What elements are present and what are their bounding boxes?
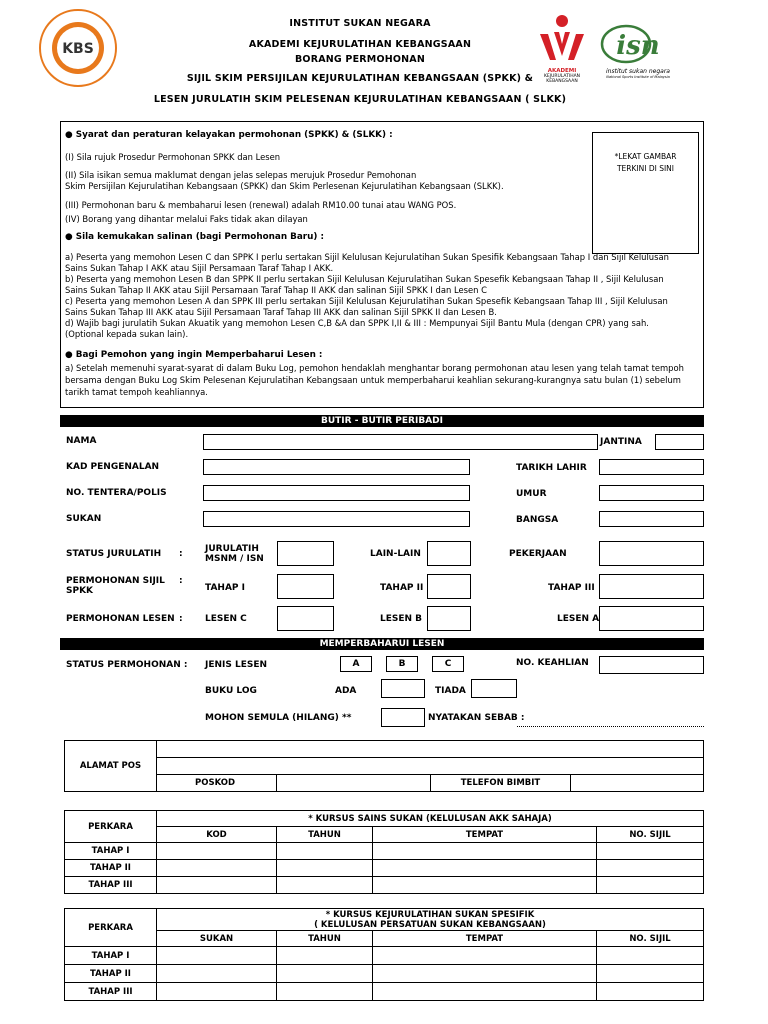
sijil-label: PERMOHONAN SIJIL SPKK bbox=[66, 576, 165, 596]
tarikh-label: TARIKH LAHIR bbox=[516, 463, 587, 473]
buku-label: BUKU LOG bbox=[205, 686, 257, 696]
mohon-checkbox[interactable] bbox=[381, 708, 425, 727]
status-label: STATUS JURULATIH bbox=[66, 549, 162, 559]
sains-row-label: TAHAP III bbox=[65, 877, 157, 894]
bangsa-input[interactable] bbox=[599, 511, 704, 527]
tarikh-input[interactable] bbox=[599, 459, 704, 475]
sains-perkara: PERKARA bbox=[65, 811, 157, 843]
renew-title: ● Bagi Pemohon yang ingin Memperbaharui Lesen : bbox=[65, 350, 323, 360]
address-table bbox=[64, 740, 704, 792]
sains-title: * KURSUS SAINS SUKAN (KELULUSAN AKK SAHAJA) bbox=[157, 811, 704, 827]
req-r1: a) Setelah memenuhi syarat-syarat di dalam Buku Log, pemohon hendaklah menghantar borang permohonan atau lesen yang telah tamat tempoh bbox=[65, 363, 684, 373]
req-d1: d) Wajib bagi jurulatih Sukan Akuatik yang memohon Lesen C,B &A dan SPPK I,II & III : Mempunyai Sijil Bantu Mula (dengan CPR) yang sah. bbox=[65, 318, 649, 328]
isn-logo-sub: institut sukan negara bbox=[606, 68, 670, 75]
lesen-colon: : bbox=[179, 614, 183, 624]
lesenb-checkbox[interactable] bbox=[427, 606, 471, 631]
table-cell[interactable] bbox=[157, 947, 277, 965]
table-cell[interactable] bbox=[157, 860, 277, 877]
spesifik-col-nosijil: NO. SIJIL bbox=[597, 931, 704, 947]
lesena-label: LESEN A bbox=[557, 614, 600, 624]
table-row bbox=[65, 860, 704, 877]
table-cell[interactable] bbox=[373, 983, 597, 1001]
renew-status-label: STATUS PERMOHONAN : bbox=[66, 660, 188, 670]
sukan-input[interactable] bbox=[203, 511, 470, 527]
table-cell[interactable] bbox=[277, 947, 373, 965]
table-cell[interactable] bbox=[373, 860, 597, 877]
tahap3-checkbox[interactable] bbox=[599, 574, 704, 599]
req-r2: bersama dengan Buku Log Skim Pelesenan Kejurulatihan Kebangsaan untuk memperbaharui keahlian sekurang-kurangnya satu bulan (1) sebelum bbox=[65, 375, 681, 385]
telefon-input[interactable] bbox=[571, 775, 704, 792]
req-r3: tarikh tamat tempoh keahliannya. bbox=[65, 387, 208, 397]
lesen-label: PERMOHONAN LESEN bbox=[66, 614, 175, 624]
table-cell[interactable] bbox=[373, 877, 597, 894]
ada-checkbox[interactable] bbox=[381, 679, 425, 698]
tentera-input[interactable] bbox=[203, 485, 470, 501]
table-cell[interactable] bbox=[373, 965, 597, 983]
jenis-label: JENIS LESEN bbox=[205, 660, 268, 670]
personal-section-bar: BUTIR - BUTIR PERIBADI bbox=[60, 415, 704, 427]
table-cell[interactable] bbox=[597, 860, 704, 877]
photo-placeholder[interactable] bbox=[592, 132, 699, 254]
kad-input[interactable] bbox=[203, 459, 470, 475]
poskod-input[interactable] bbox=[277, 775, 431, 792]
req-i: (I) Sila rujuk Prosedur Permohonan SPKK dan Lesen bbox=[65, 152, 281, 162]
requirements-title: ● Syarat dan peraturan kelayakan permohonan (SPKK) & (SLKK) : bbox=[65, 130, 393, 140]
header-borang: BORANG PERMOHONAN bbox=[294, 54, 426, 65]
status-colon: : bbox=[179, 549, 183, 559]
header-akademi: AKADEMI KEJURULATIHAN KEBANGSAAN bbox=[248, 39, 472, 50]
lainlain-label: LAIN-LAIN bbox=[370, 549, 421, 559]
lesen-c-option[interactable]: C bbox=[432, 656, 464, 672]
spesifik-table bbox=[64, 908, 704, 1001]
table-row bbox=[65, 983, 704, 1001]
tahap3-label: TAHAP III bbox=[548, 583, 595, 593]
table-cell[interactable] bbox=[277, 843, 373, 860]
req-ii-a: (II) Sila isikan semua maklumat dengan jelas selepas merujuk Prosedur Pemohonan bbox=[65, 170, 417, 180]
table-cell[interactable] bbox=[597, 947, 704, 965]
table-cell[interactable] bbox=[597, 983, 704, 1001]
req-a1: a) Peserta yang memohon Lesen C dan SPPK I perlu sertakan Sijil Kelulusan Kejurulatihan Sukan Spesifik Kebangsaan Tahap I dan Sijil Kelulusan bbox=[65, 252, 669, 262]
spesifik-col-tempat: TEMPAT bbox=[373, 931, 597, 947]
renew-section-bar: MEMPERBAHARUI LESEN bbox=[60, 638, 704, 650]
msnm-checkbox[interactable] bbox=[277, 541, 334, 566]
nama-input[interactable] bbox=[203, 434, 598, 450]
spesifik-row-label: TAHAP III bbox=[65, 983, 157, 1001]
tahap2-label: TAHAP II bbox=[380, 583, 424, 593]
telefon-label: TELEFON BIMBIT bbox=[431, 775, 571, 792]
keahlian-label: NO. KEAHLIAN bbox=[516, 658, 589, 668]
req-a2: Sains Sukan Tahap I AKK atau Sijil Persamaan Taraf Tahap I AKK. bbox=[65, 263, 334, 273]
req-ii-b: Skim Persijilan Kejurulatihan Kebangsaan (SPKK) dan Skim Perlesenan Kejurulatihan Kebangsaan (SLKK). bbox=[65, 181, 504, 191]
table-cell[interactable] bbox=[597, 965, 704, 983]
req-b2: Sains Sukan Tahap II AKK atau Sijil Persamaan Taraf Tahap II AKK dan salinan Sijil SPKK I dan Lesen C bbox=[65, 285, 487, 295]
lesen-b-option[interactable]: B bbox=[386, 656, 418, 672]
copies-title: ● Sila kemukakan salinan (bagi Permohonan Baru) : bbox=[65, 232, 325, 242]
spesifik-row-label: TAHAP II bbox=[65, 965, 157, 983]
alamat-label: ALAMAT POS bbox=[65, 741, 157, 792]
req-c1: c) Peserta yang memohon Lesen A dan SPPK III perlu sertakan Sijil Kelulusan Kejurulatihan Sukan Spesefik Kebangsaan Tahap III , Sijil Kelulusan bbox=[65, 296, 668, 306]
table-cell[interactable] bbox=[157, 965, 277, 983]
nyatakan-line[interactable] bbox=[517, 726, 704, 727]
akademi-logo-text-2: KEJURULATIHAN bbox=[543, 74, 581, 79]
alamat-line1[interactable] bbox=[157, 741, 704, 758]
tahap1-checkbox[interactable] bbox=[277, 574, 334, 599]
req-iii: (III) Permohonan baru & membaharui lesen (renewal) adalah RM10.00 tunai atau WANG POS. bbox=[65, 200, 457, 210]
sains-col-nosijil: NO. SIJIL bbox=[597, 827, 704, 843]
bangsa-label: BANGSA bbox=[516, 515, 559, 525]
isn-logo-sub2: National Sports Institute of Malaysia bbox=[606, 75, 670, 79]
req-d2: (Optional kepada sukan lain). bbox=[65, 329, 189, 339]
table-cell[interactable] bbox=[157, 843, 277, 860]
requirements-box bbox=[60, 121, 704, 408]
lesena-checkbox[interactable] bbox=[599, 606, 704, 631]
tiada-checkbox[interactable] bbox=[471, 679, 517, 698]
sains-col-tempat: TEMPAT bbox=[373, 827, 597, 843]
spesifik-col-sukan: SUKAN bbox=[157, 931, 277, 947]
umur-label: UMUR bbox=[516, 489, 547, 499]
lesen-a-option[interactable]: A bbox=[340, 656, 372, 672]
sains-col-tahun: TAHUN bbox=[277, 827, 373, 843]
table-row bbox=[65, 965, 704, 983]
jantina-label: JANTINA bbox=[600, 437, 642, 447]
photo-line1: *LEKAT GAMBAR bbox=[614, 152, 677, 161]
jantina-input[interactable] bbox=[655, 434, 704, 450]
nyatakan-label: NYATAKAN SEBAB : bbox=[428, 713, 525, 723]
table-cell[interactable] bbox=[373, 843, 597, 860]
spesifik-col-tahun: TAHUN bbox=[277, 931, 373, 947]
lesenc-checkbox[interactable] bbox=[277, 606, 334, 631]
table-cell[interactable] bbox=[157, 877, 277, 894]
tentera-label: NO. TENTERA/POLIS bbox=[66, 488, 167, 498]
table-cell[interactable] bbox=[597, 843, 704, 860]
keahlian-input[interactable] bbox=[599, 656, 704, 674]
table-row bbox=[65, 947, 704, 965]
tiada-label: TIADA bbox=[435, 686, 466, 696]
pekerjaan-input[interactable] bbox=[599, 541, 704, 566]
sains-col-kod: KOD bbox=[157, 827, 277, 843]
lesenb-label: LESEN B bbox=[380, 614, 423, 624]
table-cell[interactable] bbox=[277, 860, 373, 877]
lesenc-label: LESEN C bbox=[205, 614, 247, 624]
lainlain-checkbox[interactable] bbox=[427, 541, 471, 566]
req-b1: b) Peserta yang memohon Lesen B dan SPPK II perlu sertakan Sijil Kelulusan Kejurulatihan Sukan Spesefik Kebangsaan Tahap II , Sijil Kelulusan bbox=[65, 274, 664, 284]
sains-row-label: TAHAP II bbox=[65, 860, 157, 877]
isn-logo-text: isn bbox=[616, 31, 660, 61]
header-slkk: LESEN JURULATIH SKIM PELESENAN KEJURULATIHAN KEBANGSAAN ( SLKK) bbox=[153, 94, 567, 105]
ada-label: ADA bbox=[335, 686, 357, 696]
table-cell[interactable] bbox=[157, 983, 277, 1001]
poskod-label: POSKOD bbox=[157, 775, 277, 792]
sains-table bbox=[64, 810, 704, 894]
kbs-logo-text: KBS bbox=[62, 41, 94, 57]
pekerjaan-label: PEKERJAAN bbox=[509, 549, 567, 559]
nama-label: NAMA bbox=[66, 436, 97, 446]
akademi-logo-text-1: AKADEMI bbox=[547, 68, 577, 74]
table-cell[interactable] bbox=[597, 877, 704, 894]
alamat-line2[interactable] bbox=[157, 758, 704, 775]
tahap2-checkbox[interactable] bbox=[427, 574, 471, 599]
umur-input[interactable] bbox=[599, 485, 704, 501]
mohon-label: MOHON SEMULA (HILANG) ** bbox=[205, 713, 352, 723]
req-iv: (IV) Borang yang dihantar melalui Faks tidak akan dilayan bbox=[65, 214, 308, 224]
sukan-label: SUKAN bbox=[66, 514, 102, 524]
table-cell[interactable] bbox=[277, 877, 373, 894]
table-cell[interactable] bbox=[277, 965, 373, 983]
spesifik-row-label: TAHAP I bbox=[65, 947, 157, 965]
spesifik-perkara: PERKARA bbox=[65, 909, 157, 947]
table-row bbox=[65, 877, 704, 894]
sijil-colon: : bbox=[179, 576, 183, 586]
spesifik-title: * KURSUS KEJURULATIHAN SUKAN SPESIFIK ( KELULUSAN PERSATUAN SUKAN KEBANGSAAN) bbox=[157, 909, 704, 931]
req-c2: Sains Sukan Tahap III AKK atau Sijil Persamaan Taraf Tahap III AKK dan salinan Sijil SPKK II dan Lesen B. bbox=[65, 307, 497, 317]
header-spkk: SIJIL SKIM PERSIJILAN KEJURULATIHAN KEBANGSAAN (SPKK) & bbox=[186, 73, 534, 84]
tahap1-label: TAHAP I bbox=[205, 583, 245, 593]
kad-label: KAD PENGENALAN bbox=[66, 462, 160, 472]
photo-line2: TERKINI DI SINI bbox=[616, 164, 675, 173]
table-cell[interactable] bbox=[373, 947, 597, 965]
table-cell[interactable] bbox=[277, 983, 373, 1001]
table-row bbox=[65, 843, 704, 860]
msnm-label: JURULATIH MSNM / ISN bbox=[205, 544, 264, 564]
sains-row-label: TAHAP I bbox=[65, 843, 157, 860]
akademi-logo-text-3: KEBANGSAAN bbox=[546, 79, 578, 84]
header-institute: INSTITUT SUKAN NEGARA bbox=[289, 18, 431, 29]
